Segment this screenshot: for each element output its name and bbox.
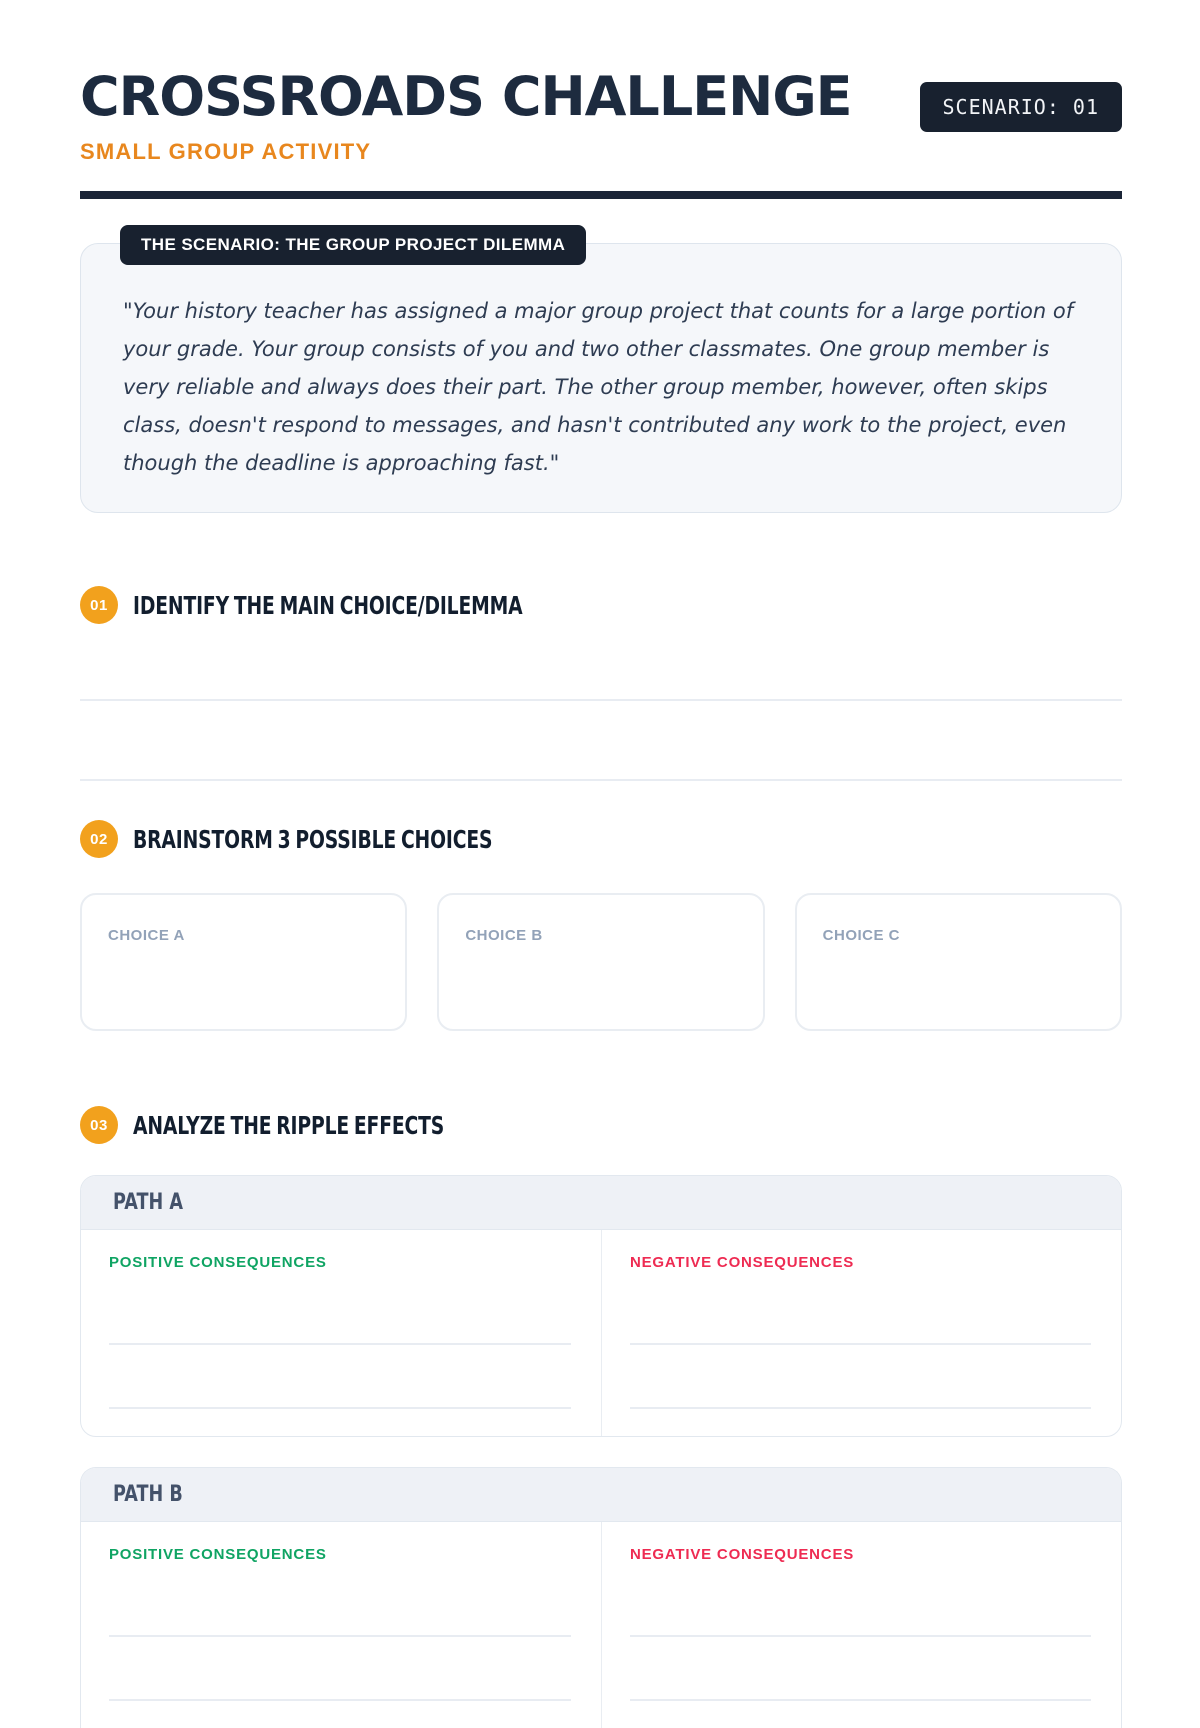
section-01-number-badge: 01: [80, 586, 118, 624]
path-b-panel: [80, 1467, 1122, 1728]
page-subtitle: SMALL GROUP ACTIVITY: [80, 139, 372, 164]
choice-label: CHOICE B: [465, 927, 543, 944]
path-a-panel: [80, 1175, 1122, 1437]
section-03-title: ANALYZE THE RIPPLE EFFECTS: [133, 1110, 445, 1140]
writing-line[interactable]: [630, 1271, 1091, 1345]
header-rule: [80, 191, 1122, 199]
writing-line[interactable]: [630, 1563, 1091, 1637]
writing-line[interactable]: [630, 1637, 1091, 1701]
choice-card-b[interactable]: [437, 893, 764, 1031]
scenario-section: [80, 235, 1122, 513]
path-b-negative-column[interactable]: [601, 1522, 1121, 1728]
writing-line[interactable]: [109, 1637, 571, 1701]
positive-consequences-label: POSITIVE CONSEQUENCES: [109, 1546, 327, 1563]
section-01-title: IDENTIFY THE MAIN CHOICE/DILEMMA: [133, 590, 523, 620]
writing-line[interactable]: [109, 1271, 571, 1345]
choice-card-a[interactable]: [80, 893, 407, 1031]
section-03-header: [80, 1106, 1122, 1144]
negative-consequences-label: NEGATIVE CONSEQUENCES: [630, 1546, 855, 1563]
path-a-columns: [81, 1230, 1121, 1436]
choice-card-c[interactable]: [795, 893, 1122, 1031]
path-a-positive-column[interactable]: [81, 1230, 601, 1436]
section-03-number-badge: 03: [80, 1106, 118, 1144]
scenario-label-badge: THE SCENARIO: THE GROUP PROJECT DILEMMA: [120, 225, 586, 265]
section-02-header: [80, 820, 1122, 858]
path-a-negative-column[interactable]: [601, 1230, 1121, 1436]
scenario-box: [80, 243, 1122, 513]
path-b-positive-column[interactable]: [81, 1522, 601, 1728]
writing-line[interactable]: [630, 1345, 1091, 1409]
header: [80, 65, 1122, 199]
path-b-columns: [81, 1522, 1121, 1728]
writing-line[interactable]: [109, 1345, 571, 1409]
positive-consequences-label: POSITIVE CONSEQUENCES: [109, 1254, 327, 1271]
section-01-header: [80, 586, 1122, 624]
path-b-header: [81, 1468, 1121, 1522]
answer-line[interactable]: [80, 701, 1122, 781]
path-a-label: PATH A: [113, 1190, 184, 1215]
section-02-number-badge: 02: [80, 820, 118, 858]
page-title: CROSSROADS CHALLENGE: [80, 65, 852, 128]
choice-label: CHOICE A: [108, 927, 185, 944]
choices-grid: [80, 893, 1122, 1031]
section-02-title: BRAINSTORM 3 POSSIBLE CHOICES: [133, 824, 493, 854]
worksheet-page: [0, 65, 1200, 1728]
negative-consequences-label: NEGATIVE CONSEQUENCES: [630, 1254, 855, 1271]
scenario-text: "Your history teacher has assigned a major group project that counts for a large portion of your grade. Your group consists of you and two other classmates. One group member is very reliable and always does their part. The other group member, however, often skips class, doesn't respond to messages, and hasn't contributed any work to the project, even though the deadline is approaching fast.": [123, 299, 1074, 475]
path-a-header: [81, 1176, 1121, 1230]
scenario-number-badge: SCENARIO: 01: [920, 82, 1123, 132]
choice-label: CHOICE C: [822, 927, 900, 944]
answer-line[interactable]: [80, 624, 1122, 701]
path-b-label: PATH B: [113, 1482, 183, 1507]
writing-line[interactable]: [109, 1563, 571, 1637]
